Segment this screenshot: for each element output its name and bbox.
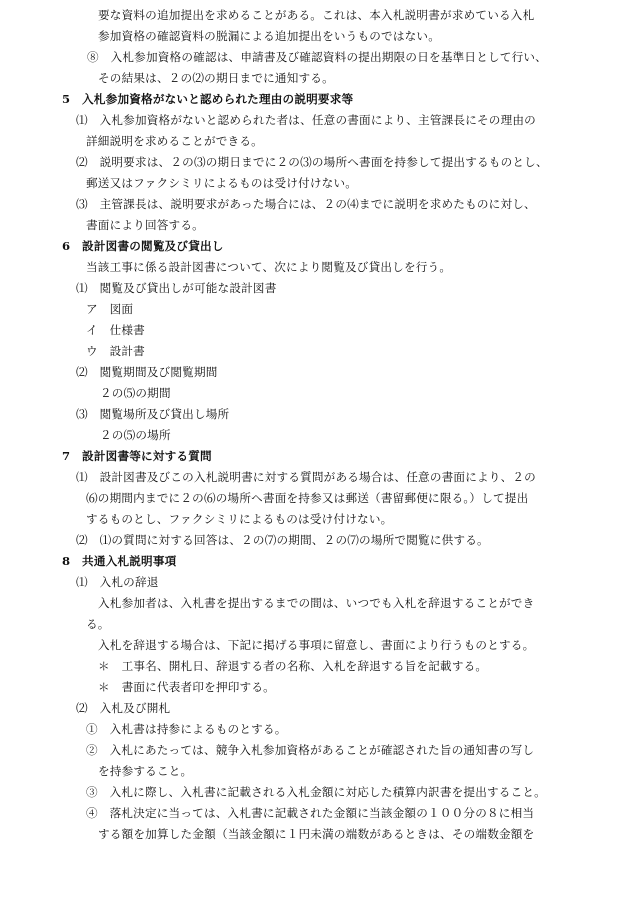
doc-line: を持参すること。 (98, 764, 193, 778)
doc-line: ２の⑸の期間 (100, 386, 171, 400)
doc-line: 入札を辞退する場合は、下記に掲げる事項に留意し、書面により行うものとする。 (98, 638, 535, 652)
doc-line: 詳細説明を求めることができる。 (86, 134, 263, 148)
doc-line: ① 入札書は持参によるものとする。 (86, 722, 287, 736)
doc-line: ウ 設計書 (86, 344, 145, 358)
doc-line: ⑴ 入札の辞退 (76, 575, 159, 589)
doc-line: する額を加算した金額（当該金額に１円未満の端数があるときは、その端数金額を (98, 827, 535, 841)
doc-line: するものとし、ファクシミリによるものは受け付けない。 (86, 512, 393, 526)
doc-line: ⑴ 閲覧及び貸出しが可能な設計図書 (76, 281, 277, 295)
doc-line: ⑴ 入札参加資格がないと認められた者は、任意の書面により、主管課長にその理由の (76, 113, 536, 127)
doc-line: 入札参加者は、入札書を提出するまでの間は、いつでも入札を辞退することができ (98, 596, 535, 610)
section-heading: 7 設計図書等に対する質問 (62, 449, 212, 463)
doc-line: ⑴ 設計図書及びこの入札説明書に対する質問がある場合は、任意の書面により、２の (76, 470, 536, 484)
doc-line: 書面により回答する。 (86, 218, 204, 232)
doc-line: ２の⑸の場所 (100, 428, 171, 442)
doc-line: その結果は、２の⑵の期日までに通知する。 (98, 71, 334, 85)
doc-line: ⑵ 説明要求は、２の⑶の期日までに２の⑶の場所へ書面を持参して提出するものとし、 (76, 155, 548, 169)
doc-line: ④ 落札決定に当っては、入札書に記載された金額に当該金額の１００分の８に相当 (86, 806, 535, 820)
doc-line: 郵送又はファクシミリによるものは受け付けない。 (86, 176, 358, 190)
doc-line: イ 仕様書 (86, 323, 145, 337)
doc-line: ⑵ 閲覧期間及び閲覧期間 (76, 365, 218, 379)
doc-line: ③ 入札に際し、入札書に記載される入札金額に対応した積算内訳書を提出すること。 (86, 785, 546, 799)
doc-line: ⑵ ⑴の質問に対する回答は、２の⑺の期間、２の⑺の場所で閲覧に供する。 (76, 533, 489, 547)
doc-line: 参加資格の確認資料の脱漏による追加提出をいうものではない。 (98, 29, 441, 43)
doc-line: ⑹の期間内までに２の⑹の場所へ書面を持参又は郵送（書留郵便に限る。）して提出 (86, 491, 529, 505)
section-heading: 8 共通入札説明事項 (62, 554, 177, 568)
doc-line: ⑧ 入札参加資格の確認は、申請書及び確認資料の提出期限の日を基準日として行い、 (87, 50, 547, 64)
doc-line: 要な資料の追加提出を求めることがある。これは、本入札説明書が求めている入札 (98, 8, 535, 22)
section-heading: 6 設計図書の閲覧及び貸出し (62, 239, 224, 253)
doc-line: ア 図面 (86, 302, 134, 316)
doc-line: ＊ 書面に代表者印を押印する。 (98, 680, 275, 694)
doc-line: る。 (86, 617, 110, 631)
section-heading: 5 入札参加資格がないと認められた理由の説明要求等 (62, 92, 354, 106)
doc-line: ② 入札にあたっては、競争入札参加資格があることが確認された旨の通知書の写し (86, 743, 535, 757)
doc-line: ＊ 工事名、開札日、辞退する者の名称、入札を辞退する旨を記載する。 (98, 659, 488, 673)
doc-line: ⑶ 主管課長は、説明要求があった場合には、２の⑷までに説明を求めたものに対し、 (76, 197, 536, 211)
doc-line: ⑵ 入札及び開札 (76, 701, 171, 715)
doc-line: 当該工事に係る設計図書について、次により閲覧及び貸出しを行う。 (86, 260, 452, 274)
doc-line: ⑶ 閲覧場所及び貸出し場所 (76, 407, 230, 421)
